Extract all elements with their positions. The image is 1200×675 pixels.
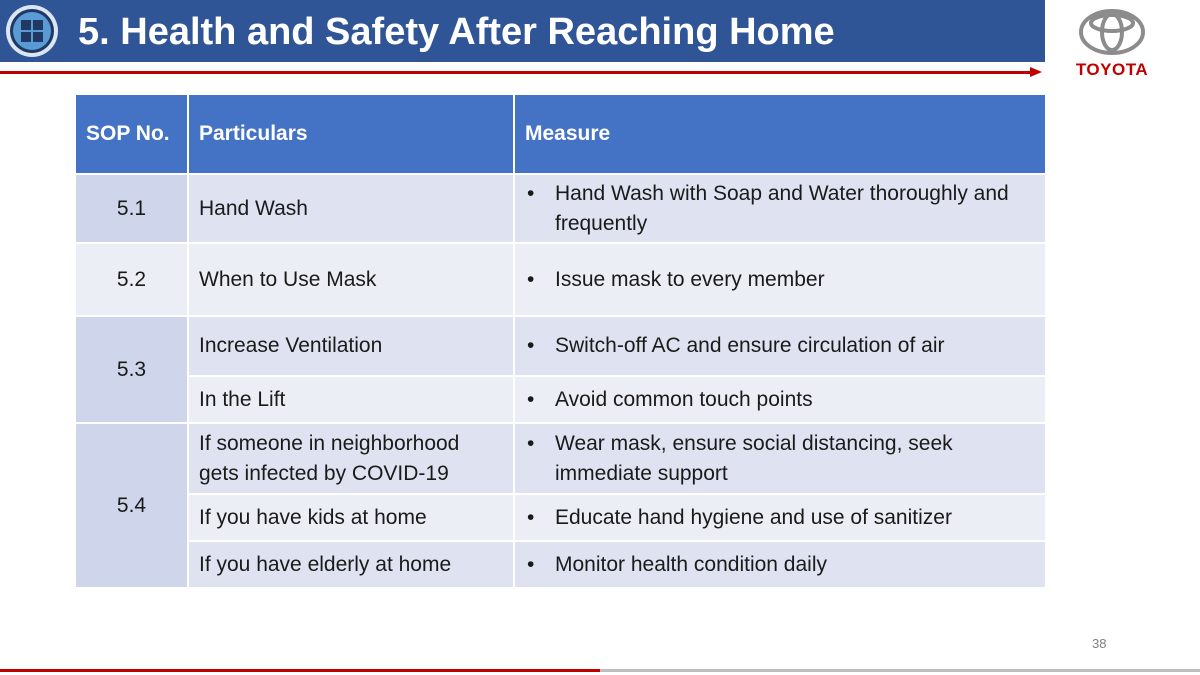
- particulars-cell: Increase Ventilation: [188, 316, 514, 376]
- table-row: [75, 541, 1046, 588]
- table-row: [75, 243, 1046, 316]
- table-row: [75, 494, 1046, 541]
- particulars-cell: Hand Wash: [188, 174, 514, 243]
- arrow-head-icon: [1030, 67, 1042, 77]
- table-row: [75, 316, 1046, 376]
- sop-number-cell: 5.2: [75, 243, 188, 316]
- column-header-particulars: Particulars: [188, 94, 514, 174]
- column-header-measure: Measure: [514, 94, 1046, 174]
- measure-text: Switch-off AC and ensure circulation of air: [555, 334, 945, 357]
- bullet-icon: •: [527, 505, 535, 529]
- measure-cell: [514, 423, 1046, 494]
- measure-cell: [514, 316, 1046, 376]
- toyota-emblem-icon: [1078, 8, 1146, 56]
- particulars-cell: If you have kids at home: [188, 494, 514, 541]
- sop-number-cell: 5.4: [75, 423, 188, 588]
- particulars-cell: If someone in neighborhood gets infected by COVID-19: [188, 423, 514, 494]
- page-number: 38: [1092, 636, 1107, 651]
- bullet-icon: •: [527, 334, 535, 357]
- bullet-icon: •: [527, 181, 535, 205]
- window-grid-icon: [6, 5, 58, 57]
- toyota-logo: [1062, 8, 1162, 78]
- measure-cell: [514, 376, 1046, 423]
- sop-number-cell: 5.1: [75, 174, 188, 243]
- measure-text: Monitor health condition daily: [555, 552, 827, 576]
- table-header-row: [75, 94, 1046, 174]
- particulars-cell: When to Use Mask: [188, 243, 514, 316]
- bullet-icon: •: [527, 552, 535, 576]
- measure-cell: [514, 174, 1046, 243]
- title-divider-line: [0, 71, 1032, 74]
- table-row: [75, 423, 1046, 494]
- bullet-icon: •: [527, 387, 535, 411]
- bullet-icon: •: [527, 431, 535, 455]
- measure-cell: [514, 494, 1046, 541]
- bullet-icon: •: [527, 267, 535, 291]
- table-row: [75, 376, 1046, 423]
- particulars-cell: If you have elderly at home: [188, 541, 514, 588]
- footer-gray-line: [600, 669, 1200, 672]
- measure-cell: [514, 243, 1046, 316]
- measure-cell: [514, 541, 1046, 588]
- column-header-sop-no: SOP No.: [75, 94, 188, 174]
- table-row: [75, 174, 1046, 243]
- footer-red-line: [0, 669, 600, 672]
- slide-title: 5. Health and Safety After Reaching Home: [78, 11, 835, 53]
- sop-number-cell: 5.3: [75, 316, 188, 423]
- measure-text: Hand Wash with Soap and Water thoroughly and frequently: [555, 181, 1009, 235]
- measure-text: Avoid common touch points: [555, 387, 813, 411]
- brand-wordmark: TOYOTA: [1075, 60, 1149, 79]
- particulars-cell: In the Lift: [188, 376, 514, 423]
- measure-text: Issue mask to every member: [555, 267, 825, 291]
- sop-table: [74, 93, 1047, 589]
- measure-text: Educate hand hygiene and use of sanitizer: [555, 505, 952, 529]
- measure-text: Wear mask, ensure social distancing, seek immediate support: [555, 431, 953, 485]
- title-bar: [0, 0, 1045, 62]
